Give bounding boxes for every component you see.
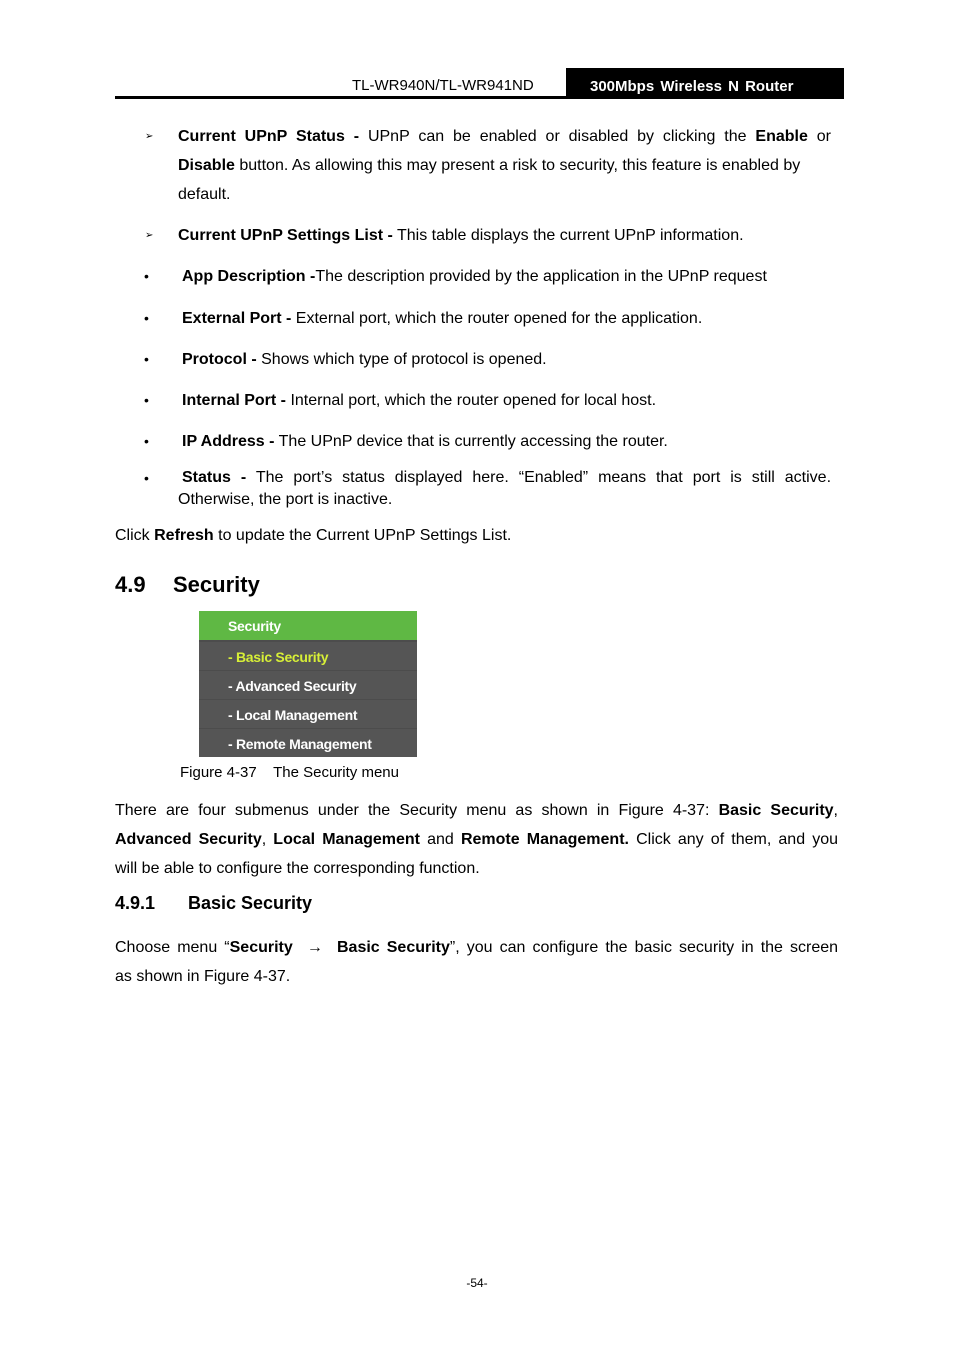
field-label: Protocol - xyxy=(182,351,257,368)
subsection-heading xyxy=(115,893,312,914)
intro-text: Click any of them, and you xyxy=(628,831,838,848)
field-text: External port, which the router opened for the application. xyxy=(291,310,703,327)
intro-paragraph xyxy=(115,796,838,883)
field-label: IP Address - xyxy=(182,433,275,450)
disable-term: Disable xyxy=(178,157,235,174)
section-heading xyxy=(115,572,260,598)
refresh-post: to update the Current UPnP Settings List. xyxy=(213,527,512,544)
intro-term: Remote Management. xyxy=(460,831,629,848)
subsection-title: Basic Security xyxy=(188,893,313,913)
field-label: Status - xyxy=(182,469,247,486)
field-text: Shows which type of protocol is opened. xyxy=(256,351,547,368)
choose-text: ”, you can configure the basic security in the screen xyxy=(449,939,839,956)
field-item xyxy=(182,386,656,415)
intro-term: Local Management xyxy=(273,831,420,848)
figure-caption: Figure 4-37 The Security menu xyxy=(180,764,399,781)
header-rule xyxy=(115,96,844,99)
bullet-arrow-icon: ➢ xyxy=(145,131,154,142)
bullet-dot-icon: • xyxy=(144,268,149,284)
field-item xyxy=(182,304,702,333)
bullet-dot-icon: • xyxy=(144,433,149,449)
intro-term: Advanced Security xyxy=(115,831,262,848)
field-label: App Description - xyxy=(182,268,316,285)
status-field-line-1 xyxy=(182,468,831,488)
field-label: Internal Port - xyxy=(182,392,287,409)
section-number: 4.9 xyxy=(115,572,146,597)
section-title: Security xyxy=(173,572,260,597)
bullet-dot-icon: • xyxy=(144,392,149,408)
bullet-dot-icon: • xyxy=(144,310,149,326)
upnp-status-label: Current UPnP Status - xyxy=(178,128,360,145)
header-model: TL-WR940N/TL-WR941ND xyxy=(352,77,534,94)
arrow-icon: → xyxy=(292,939,337,956)
field-text: The description provided by the application in the UPnP request xyxy=(315,268,767,285)
intro-text: will be able to configure the corresponding function. xyxy=(115,860,480,877)
upnp-list-text: This table displays the current UPnP information. xyxy=(392,227,744,244)
upnp-status-text-3: default. xyxy=(178,186,231,203)
menu-item-local-management[interactable]: - Local Management xyxy=(199,700,417,728)
page-number: -54- xyxy=(466,1276,488,1290)
intro-text: , xyxy=(833,802,838,819)
field-text: The port’s status displayed here. “Enabled” means that port is still active. xyxy=(246,469,832,486)
bullet-dot-icon: • xyxy=(144,351,149,367)
security-menu xyxy=(199,611,417,756)
upnp-list-paragraph xyxy=(178,221,744,250)
choose-paragraph xyxy=(115,933,838,991)
field-item xyxy=(182,262,767,291)
bullet-dot-icon: • xyxy=(144,470,149,486)
bullet-arrow-icon: ➢ xyxy=(145,230,154,241)
intro-text: , xyxy=(261,831,274,848)
or-text: or xyxy=(807,128,832,145)
choose-term: Security xyxy=(229,939,293,956)
refresh-paragraph xyxy=(115,521,511,550)
field-item xyxy=(182,427,668,456)
menu-item-basic-security[interactable]: - Basic Security xyxy=(199,642,417,670)
upnp-status-text-2: button. As allowing this may present a risk to security, this feature is enabled by xyxy=(234,157,801,174)
refresh-term: Refresh xyxy=(154,527,214,544)
enable-term: Enable xyxy=(755,128,808,145)
intro-term: Basic Security xyxy=(718,802,834,819)
field-item xyxy=(182,345,547,374)
header-product: 300Mbps Wireless N Router xyxy=(566,68,844,99)
menu-item-remote-management[interactable]: - Remote Management xyxy=(199,729,417,757)
status-field-line-2: Otherwise, the port is inactive. xyxy=(178,491,393,508)
intro-text: There are four submenus under the Security menu as shown in Figure 4-37: xyxy=(115,802,719,819)
upnp-list-label: Current UPnP Settings List - xyxy=(178,227,393,244)
subsection-number: 4.9.1 xyxy=(115,893,156,913)
refresh-pre: Click xyxy=(115,527,155,544)
choose-text: as shown in Figure 4-37. xyxy=(115,968,291,985)
upnp-status-text: UPnP can be enabled or disabled by clicking the xyxy=(359,128,756,145)
menu-title[interactable]: Security xyxy=(199,611,417,640)
field-label: External Port - xyxy=(182,310,292,327)
menu-item-advanced-security[interactable]: - Advanced Security xyxy=(199,671,417,699)
choose-text: Choose menu “ xyxy=(115,939,230,956)
choose-term: Basic Security xyxy=(337,939,450,956)
field-text: Internal port, which the router opened for local host. xyxy=(286,392,657,409)
intro-text: and xyxy=(420,831,461,848)
field-text: The UPnP device that is currently accessing the router. xyxy=(274,433,668,450)
upnp-status-paragraph xyxy=(178,122,831,209)
